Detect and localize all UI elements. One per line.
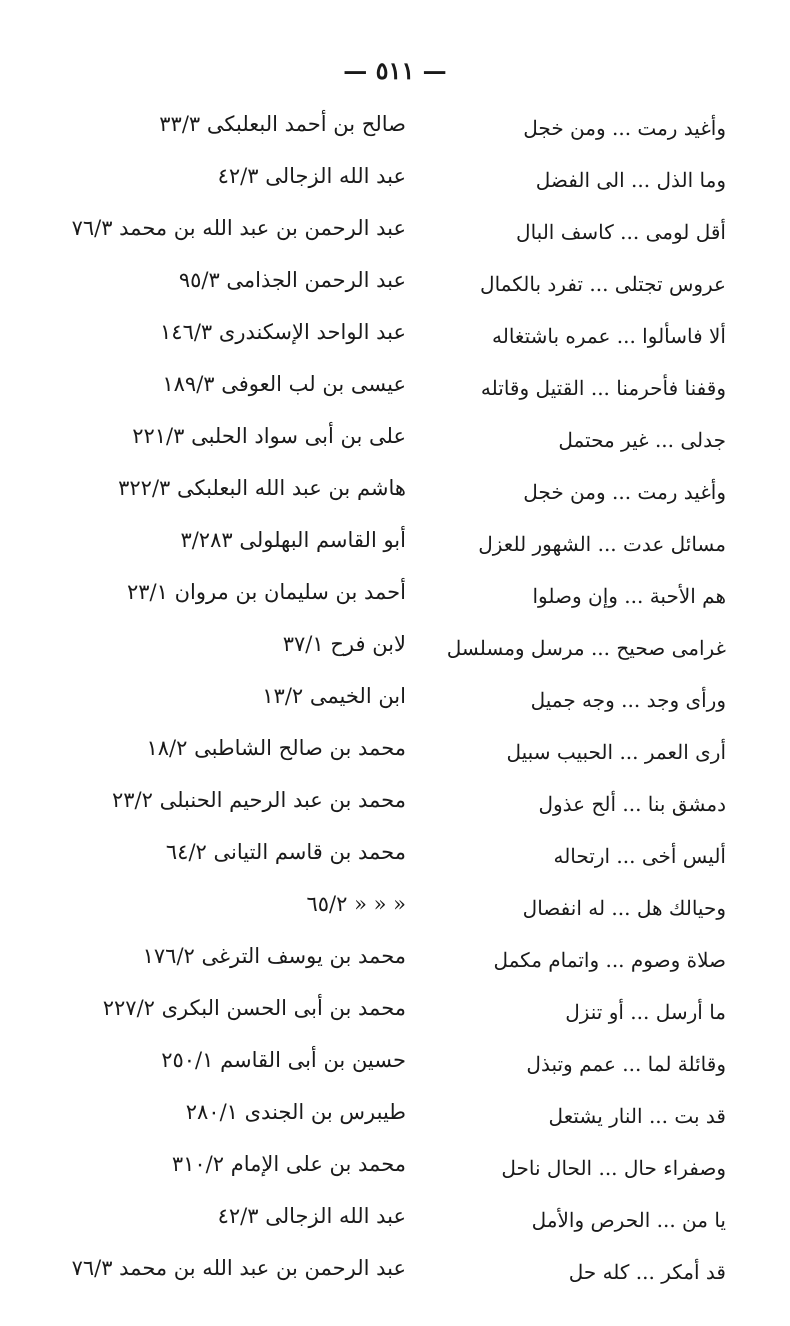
index-row xyxy=(0,262,790,314)
verse-text: قد بت ... النار يشتعل xyxy=(548,1104,726,1128)
poet-reference: عبد الرحمن بن عبد الله بن محمد ٧٦/٣ xyxy=(71,1256,406,1280)
verse-text: ورأى وجد ... وجه جميل xyxy=(530,688,726,712)
index-row xyxy=(0,470,790,522)
poet-reference: عبد الرحمن الجذامى ٩٥/٣ xyxy=(178,268,406,292)
poet-reference: عيسى بن لب العوفى ١٨٩/٣ xyxy=(162,372,406,396)
poet-reference: عبد الواحد الإسكندرى ١٤٦/٣ xyxy=(160,320,406,344)
index-row xyxy=(0,158,790,210)
poet-reference: حسين بن أبى القاسم ٢٥٠/١ xyxy=(161,1048,406,1072)
verse-text: وما الذل ... الى الفضل xyxy=(535,168,726,192)
verse-text: أليس أخى ... ارتحاله xyxy=(553,844,726,868)
verse-text: أقل لومى ... كاسف البال xyxy=(516,220,726,244)
verse-text: صلاة وصوم ... واتمام مكمل xyxy=(493,948,726,972)
poet-reference: محمد بن يوسف الترغى ١٧٦/٢ xyxy=(142,944,406,968)
poet-reference: هاشم بن عبد الله البعلبكى ٣٢٢/٣ xyxy=(118,476,406,500)
index-row xyxy=(0,1146,790,1198)
index-row xyxy=(0,990,790,1042)
index-row xyxy=(0,210,790,262)
verse-text: وأغيد رمت ... ومن خجل xyxy=(523,480,726,504)
index-row xyxy=(0,886,790,938)
verse-text: وحيالك هل ... له انفصال xyxy=(522,896,726,920)
index-row xyxy=(0,106,790,158)
index-row xyxy=(0,522,790,574)
poet-reference: طيبرس بن الجندى ٢٨٠/١ xyxy=(185,1100,406,1124)
verse-text: مسائل عدت ... الشهور للعزل xyxy=(478,532,726,556)
page-number: — ٥١١ — xyxy=(343,56,447,85)
index-row xyxy=(0,626,790,678)
index-row xyxy=(0,730,790,782)
verse-text: هم الأحبة ... وإن وصلوا xyxy=(532,584,726,608)
poet-reference: عبد الله الزجالى ٤٢/٣ xyxy=(217,164,406,188)
poet-reference: عبد الرحمن بن عبد الله بن محمد ٧٦/٣ xyxy=(71,216,406,240)
poet-reference: محمد بن على الإمام ٣١٠/٢ xyxy=(171,1152,406,1176)
index-row xyxy=(0,418,790,470)
index-row xyxy=(0,938,790,990)
verse-index-list xyxy=(0,106,790,1302)
poet-reference: على بن أبى سواد الحلبى ٢٢١/٣ xyxy=(132,424,406,448)
poet-reference: عبد الله الزجالى ٤٢/٣ xyxy=(217,1204,406,1228)
verse-text: جدلى ... غير محتمل xyxy=(558,428,726,452)
poet-reference: لابن فرح ٣٧/١ xyxy=(282,632,406,656)
poet-reference: أحمد بن سليمان بن مروان ٢٣/١ xyxy=(126,580,406,604)
index-row xyxy=(0,1094,790,1146)
verse-text: غرامى صحيح ... مرسل ومسلسل xyxy=(446,636,726,660)
verse-text: يا من ... الحرص والأمل xyxy=(531,1208,726,1232)
poet-reference: محمد بن صالح الشاطبى ١٨/٢ xyxy=(146,736,406,760)
verse-text: دمشق بنا ... ألح عذول xyxy=(538,792,726,816)
verse-text: أرى العمر ... الحبيب سبيل xyxy=(506,740,726,764)
poet-reference: محمد بن أبى الحسن البكرى ٢٢٧/٢ xyxy=(102,996,406,1020)
index-row xyxy=(0,782,790,834)
verse-text: وقفنا فأحرمنا ... القتيل وقاتله xyxy=(480,376,726,400)
verse-text: عروس تجتلى ... تفرد بالكمال xyxy=(480,272,726,296)
poet-reference: محمد بن عبد الرحيم الحنبلى ٢٣/٢ xyxy=(111,788,406,812)
verse-text: وأغيد رمت ... ومن خجل xyxy=(523,116,726,140)
poet-reference: أبو القاسم البهلولى ٣/٢٨٣ xyxy=(180,528,406,552)
index-row xyxy=(0,1042,790,1094)
verse-text: ما أرسل ... أو تنزل xyxy=(565,1000,726,1024)
index-row xyxy=(0,834,790,886)
index-row xyxy=(0,366,790,418)
poet-reference: ابن الخيمى ١٣/٢ xyxy=(262,684,406,708)
verse-text: وقائلة لما ... عمم وتبذل xyxy=(526,1052,726,1076)
index-row xyxy=(0,1198,790,1250)
index-row xyxy=(0,678,790,730)
index-row xyxy=(0,574,790,626)
poet-reference: صالح بن أحمد البعلبكى ٣٣/٣ xyxy=(159,112,406,136)
index-row xyxy=(0,1250,790,1302)
verse-text: وصفراء حال ... الحال ناحل xyxy=(501,1156,726,1180)
verse-text: ألا فاسألوا ... عمره باشتغاله xyxy=(492,324,726,348)
poet-reference: محمد بن قاسم التيانى ٦٤/٢ xyxy=(165,840,406,864)
verse-text: قد أمكر ... كله حل xyxy=(568,1260,726,1284)
poet-reference: « « « ٦٥/٢ xyxy=(306,892,406,916)
index-row xyxy=(0,314,790,366)
